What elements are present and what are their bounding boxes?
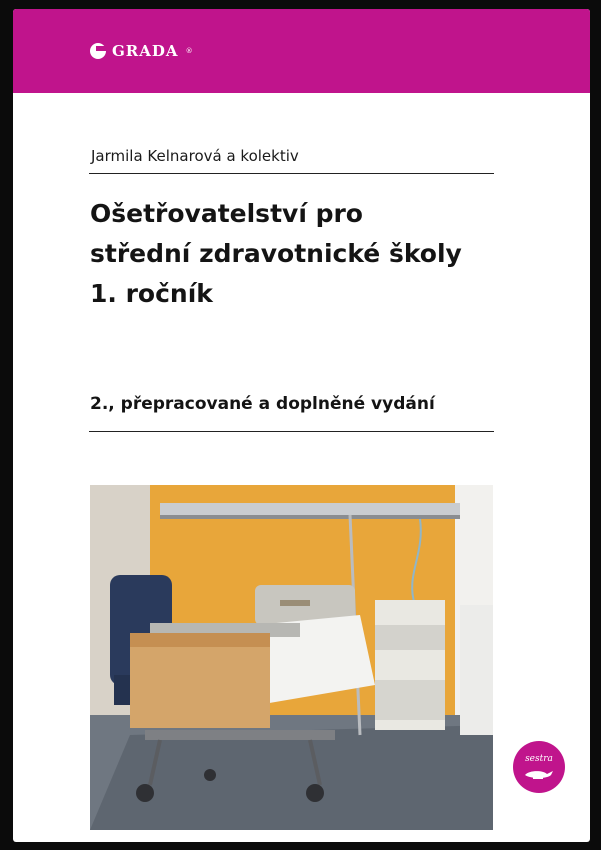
cover-photo-hospital-room xyxy=(90,485,493,830)
title-line-2: střední zdravotnické školy xyxy=(90,239,462,268)
registered-mark: ® xyxy=(185,47,193,55)
edition-divider xyxy=(89,431,494,432)
book-title xyxy=(90,194,560,314)
publisher-logo xyxy=(90,42,193,60)
title-line-3: 1. ročník xyxy=(90,279,213,308)
grada-logo-icon xyxy=(90,43,106,59)
edition-text: 2., přepracované a doplněné vydání xyxy=(90,394,435,414)
series-badge xyxy=(513,741,565,793)
book-cover xyxy=(13,9,590,842)
author-name: Jarmila Kelnarová a kolektiv xyxy=(91,147,299,165)
publisher-name: GRADA xyxy=(112,42,179,60)
series-badge-label: sestra xyxy=(525,754,553,764)
publisher-band xyxy=(13,9,590,93)
author-divider xyxy=(89,173,494,174)
oil-lamp-icon xyxy=(523,766,555,780)
hospital-bed-illustration xyxy=(90,485,493,830)
title-line-1: Ošetřovatelství pro xyxy=(90,199,363,228)
